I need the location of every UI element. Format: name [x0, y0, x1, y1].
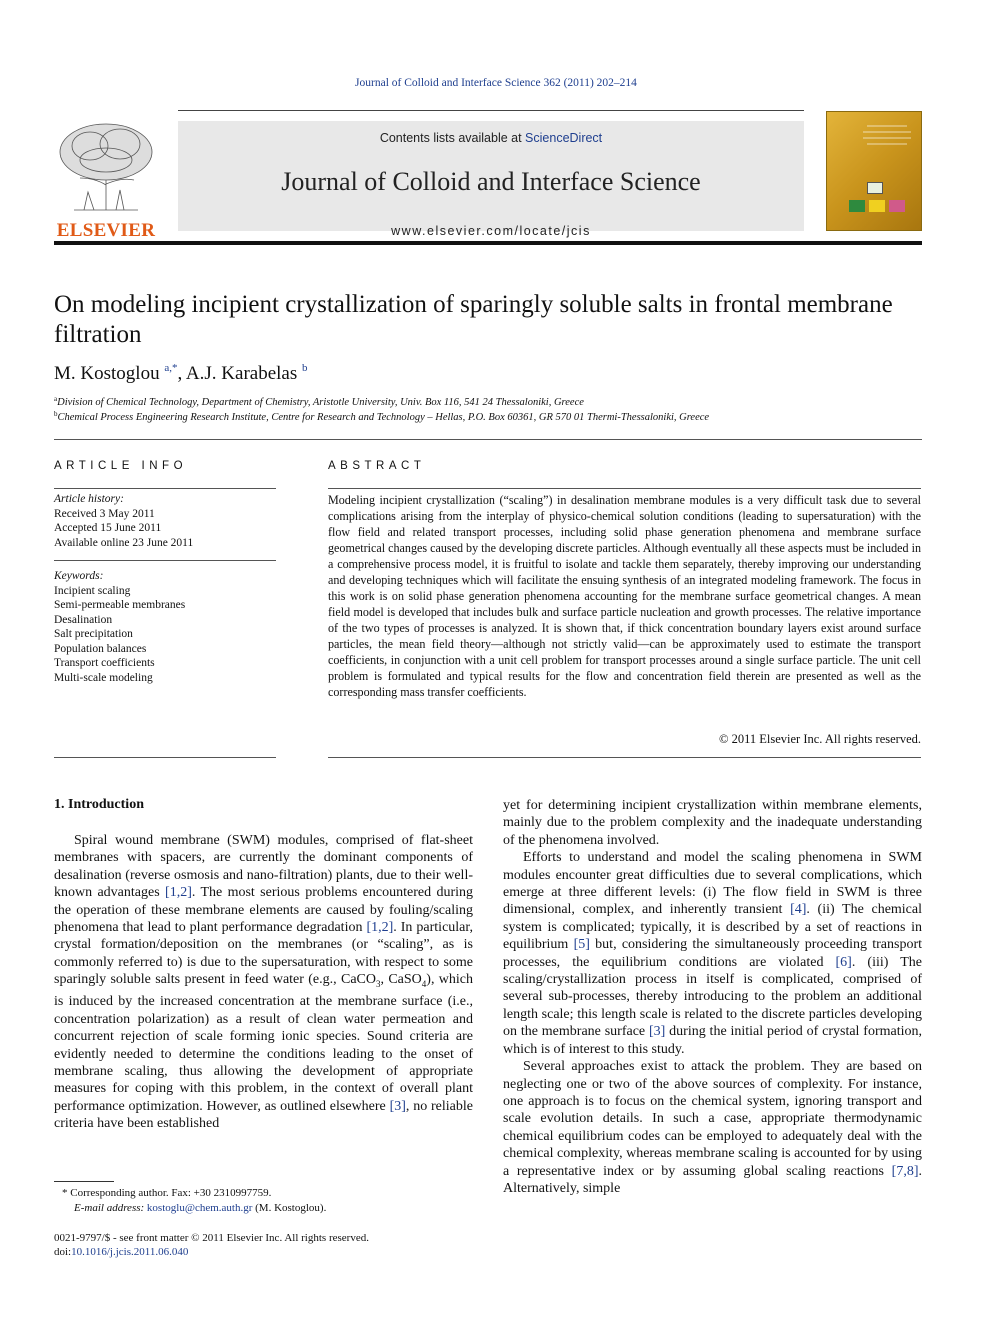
email-link[interactable]: kostoglu@chem.auth.gr — [146, 1202, 253, 1214]
info-rule-top — [54, 488, 276, 489]
reference-link[interactable]: [5] — [573, 937, 590, 953]
reference-link[interactable]: [4] — [790, 902, 807, 918]
elsevier-tree-icon — [54, 120, 158, 212]
keyword-item: Incipient scaling — [54, 584, 131, 597]
header-rule — [54, 241, 922, 245]
intro-paragraph: Spiral wound membrane (SWM) modules, comprised of flat-sheet membranes with spacers, are currently the dominant components of desalination (reverse osmosis and nano-filtration) plants, due to their well-known advantages [1,2]. The most serious problems encountered during the operation of these membrane elements are caused by fouling/scaling phenomena that lead to plant performance degradation [1,2]. In particular, crystal formation/deposition on the membranes (or “scaling”, as is commonly referred to) is due to the supersaturation, with respect to some sparingly soluble salts present in feed water (e.g., CaCO$_3$, CaSO$_4$), which is induced by the increased concentration at the membrane surface (i.e., concentration polarization) as a result of clean water permeation and concurrent rejection of scale forming ionic species. Sound criteria are evidently needed to determine the conditions leading to the onset of membrane scaling, thus allowing the development of appropriate measures for coping with this problem, in the context of overall plant performance optimization. However, as outlined elsewhere [3], no reliable criteria have been established — [54, 833, 473, 1132]
intro-left-column — [54, 832, 473, 1133]
abstract-copyright: © 2011 Elsevier Inc. All rights reserved. — [718, 732, 921, 746]
intro-paragraph: yet for determining incipient crystallization within membrane elements, mainly due to the problem complexity and the inadequate understanding of the phenomena involved. — [503, 798, 922, 848]
cover-figure-icon — [867, 182, 883, 194]
author-affil-marks[interactable]: b — [302, 362, 308, 374]
abstract-text: Modeling incipient crystallization (“scaling”) in desalination membrane modules is a very difficult task due to several complications arising from the interplay of physico-chemical solution conditions (leading to supersaturation) with the flow field and related transport processes, including solid phase generation phenomena and membrane surface geometrical changes caused by the developing discrete particles. Although eventually all these aspects must be included in a comprehensive process model, it is fruitful to isolate and tackle them separately, thereby improving our understanding and developing techniques which will facilitate the ensuing synthesis of an integrated modeling framework. The focus in this work is on solid phase generation phenomena accounting for the membrane surface geometrical changes. A mean field model is developed that includes bulk and surface particle nucleation and growth processes. The relative importance of the two types of processes is analyzed. It is shown that, if thick concentration boundary layers exist around surface particles, the mean field theory—although not strictly valid—can be approximately used to estimate the transport coefficients, in conjunction with a unit cell problem for transport processes around a single surface particle. The unit cell problem is formulated and typical results for the flow and concentration field therein are presented as well as the corresponding mass transfer coefficients. — [328, 493, 921, 699]
abstract-rule-top — [328, 488, 921, 489]
info-rule-bottom — [54, 757, 276, 758]
keyword-item: Semi-permeable membranes — [54, 599, 186, 611]
doi-link[interactable]: 10.1016/j.jcis.2011.06.040 — [71, 1246, 189, 1258]
history-online: Available online 23 June 2011 — [54, 536, 194, 549]
reference-link[interactable]: [3] — [648, 1024, 666, 1040]
reference-link[interactable]: [1,2] — [366, 920, 394, 936]
footnote-email: E-mail address: kostoglu@chem.auth.gr (M. Kostoglou). — [74, 1202, 327, 1214]
affiliation-mark: b — [54, 410, 58, 418]
author-affil-marks[interactable]: a,* — [164, 362, 178, 374]
affiliation-rule — [54, 439, 922, 440]
doi-line: doi:10.1016/j.jcis.2011.06.040 — [54, 1246, 189, 1258]
front-matter: 0021-9797/$ - see front matter © 2011 Elsevier Inc. All rights reserved. — [54, 1232, 369, 1244]
affiliation-text: Division of Chemical Technology, Department of Chemistry, Aristotle University, Univ. Box 116, 541 24 Thessaloniki, Greece — [57, 397, 584, 408]
keyword-item: Multi-scale modeling — [54, 671, 153, 684]
article-history — [54, 492, 276, 550]
affiliation-text: Chemical Process Engineering Research Institute, Centre for Research and Technology – Hellas, P.O. Box 60361, GR 570 01 Thermi-Thessaloniki, Greece — [57, 412, 710, 423]
abstract-rule-bottom — [328, 757, 921, 758]
cover-pink-icon — [889, 200, 905, 212]
reference-link[interactable]: [6] — [835, 954, 852, 970]
journal-url-link[interactable]: www.elsevier.com/locate/jcis — [391, 224, 591, 238]
reference-link[interactable]: [1,2] — [165, 885, 192, 901]
section-heading-introduction: 1. Introduction — [54, 797, 144, 812]
cover-title-graphic — [857, 122, 917, 154]
journal-banner — [178, 121, 804, 238]
article-title: On modeling incipient crystallization of sparingly soluble salts in frontal membrane filtration — [54, 291, 893, 348]
history-received: Received 3 May 2011 — [54, 507, 155, 520]
journal-header — [54, 110, 922, 246]
journal-cover-image[interactable] — [826, 111, 922, 231]
author-list — [54, 362, 308, 385]
article-info-heading: ARTICLE INFO — [54, 460, 188, 472]
author-separator: , — [177, 363, 186, 384]
affiliation-a — [54, 395, 584, 408]
contents-prefix: Contents lists available at — [379, 131, 526, 145]
elsevier-logo[interactable] — [54, 120, 158, 242]
keyword-item: Desalination — [54, 613, 113, 626]
banner-rule — [178, 110, 804, 111]
asterisk-mark: * — [62, 1187, 71, 1199]
intro-right-column — [503, 797, 922, 1197]
footnote-rule — [54, 1181, 114, 1182]
author-name[interactable]: M. Kostoglou — [54, 363, 160, 384]
intro-paragraph: Efforts to understand and model the scaling phenomena in SWM modules encounter great difficulties due to several complications, which emerge at three different levels: (i) The flow field in SWM is three dimensional, complex, and inherently transient [4]. (ii) The chemical system is complicated; typically, it is described by a set of reactions in equilibrium [5] but, considering the simultaneously proceeding transport processes, the equilibrium conditions are violated [6]. (iii) The scaling/crystallization process in itself is complicated, comprised of several sub-processes, thereby introducing to the problem an additional length scale; this length scale is related to the discrete particles developing on the membrane surface [3] during the initial period of crystal formation, which is of interest to this study. — [503, 850, 923, 1057]
info-rule-mid — [54, 560, 276, 561]
elsevier-wordmark: ELSEVIER — [56, 220, 156, 241]
author-name[interactable]: A.J. Karabelas — [185, 363, 298, 384]
keyword-item: Transport coefficients — [54, 657, 155, 669]
footnote-corresponding: * Corresponding author. Fax: +30 2310997759. — [62, 1187, 272, 1199]
keywords-label: Keywords: — [54, 570, 104, 582]
journal-name: Journal of Colloid and Interface Science — [281, 167, 701, 196]
reference-link[interactable]: [3] — [389, 1098, 406, 1114]
intro-paragraph: Several approaches exist to attack the problem. They are based on neglecting one or two of the above sources of complexity. For instance, one approach is to focus on the chemical system, ignoring transport and scale evolution details. In such a case, appropriate thermodynamic chemical equilibrium codes can be employed to adequately deal with the chemical complexity, whereas membrane scaling is accounted for by using a representative index or by assuming global scaling reactions [7,8]. Alternatively, simple — [503, 1059, 922, 1196]
sciencedirect-link[interactable]: ScienceDirect — [525, 131, 603, 145]
abstract-heading: ABSTRACT — [328, 460, 426, 472]
cover-green-icon — [849, 200, 865, 212]
history-label: Article history: — [54, 493, 124, 505]
affiliation-mark: a — [54, 395, 58, 403]
journal-citation[interactable]: Journal of Colloid and Interface Science 362 (2011) 202–214 — [355, 77, 637, 89]
reference-link[interactable]: [7,8] — [891, 1163, 919, 1179]
history-accepted: Accepted 15 June 2011 — [54, 522, 162, 534]
affiliation-b — [54, 410, 709, 423]
keyword-item: Population balances — [54, 642, 147, 655]
cover-text-icon — [857, 122, 917, 152]
contents-line — [178, 131, 804, 145]
keyword-item: Salt precipitation — [54, 628, 133, 640]
cover-yellow-icon — [869, 200, 885, 212]
keywords — [54, 569, 276, 685]
